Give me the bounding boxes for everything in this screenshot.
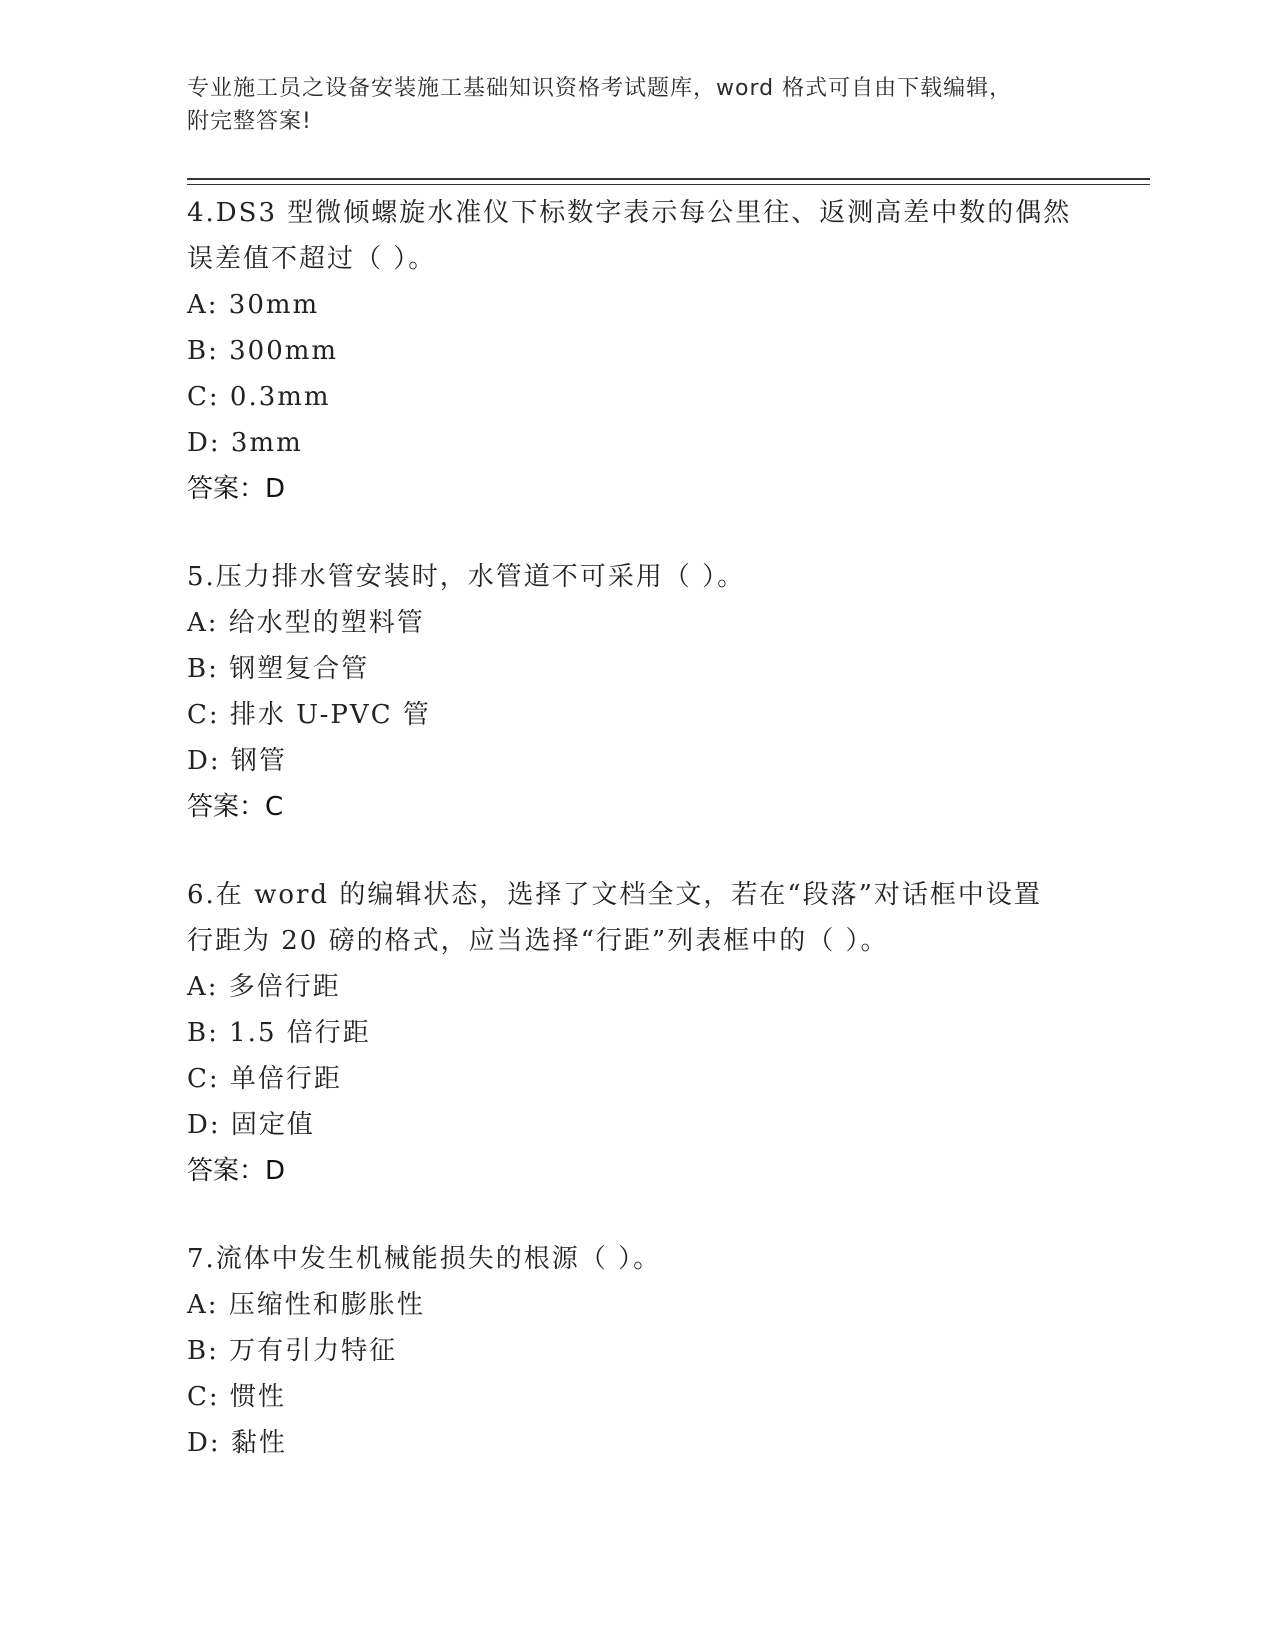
question-stem-line: 4.DS3 型微倾螺旋水准仪下标数字表示每公里往、返测高差中数的偶然 [187,198,1072,228]
question-stem-line: 5.压力排水管安装时，水管道不可采用（ ）。 [187,562,746,592]
option-b: B: 300mm [187,336,339,366]
option-c: C: 0.3mm [187,382,331,412]
answer-line: 答案：D [187,1156,286,1186]
question-stem-line: 6.在 word 的编辑状态，选择了文档全文，若在“段落”对话框中设置 [187,880,1042,910]
option-d: D: 黏性 [187,1428,287,1458]
question-5 [187,554,1087,830]
option-d: D: 3mm [187,428,303,458]
question-list [187,190,1087,1508]
option-a: A: 多倍行距 [187,972,341,1002]
header-divider-thin [187,184,1150,185]
question-7 [187,1236,1087,1466]
question-4 [187,190,1087,512]
header-divider-thick [187,178,1150,180]
question-stem-line: 误差值不超过（ ）。 [187,244,437,274]
option-d: D: 钢管 [187,746,287,776]
document-header [187,72,1067,138]
question-6 [187,872,1087,1194]
option-c: C: 排水 U-PVC 管 [187,700,431,730]
question-stem-line: 7.流体中发生机械能损失的根源（ ）。 [187,1244,662,1274]
answer-line: 答案：C [187,792,284,822]
header-line-1: 专业施工员之设备安装施工基础知识资格考试题库，word 格式可自由下载编辑， [187,76,1013,101]
option-a: A: 压缩性和膨胀性 [187,1290,425,1320]
option-b: B: 钢塑复合管 [187,654,370,684]
question-stem-line: 行距为 20 磅的格式，应当选择“行距”列表框中的（ ）。 [187,926,889,956]
option-b: B: 1.5 倍行距 [187,1018,371,1048]
option-d: D: 固定值 [187,1110,315,1140]
option-b: B: 万有引力特征 [187,1336,398,1366]
option-c: C: 惯性 [187,1382,286,1412]
answer-line: 答案：D [187,474,286,504]
option-a: A: 给水型的塑料管 [187,608,425,638]
option-c: C: 单倍行距 [187,1064,342,1094]
header-line-2: 附完整答案! [187,109,312,134]
option-a: A: 30mm [187,290,320,320]
